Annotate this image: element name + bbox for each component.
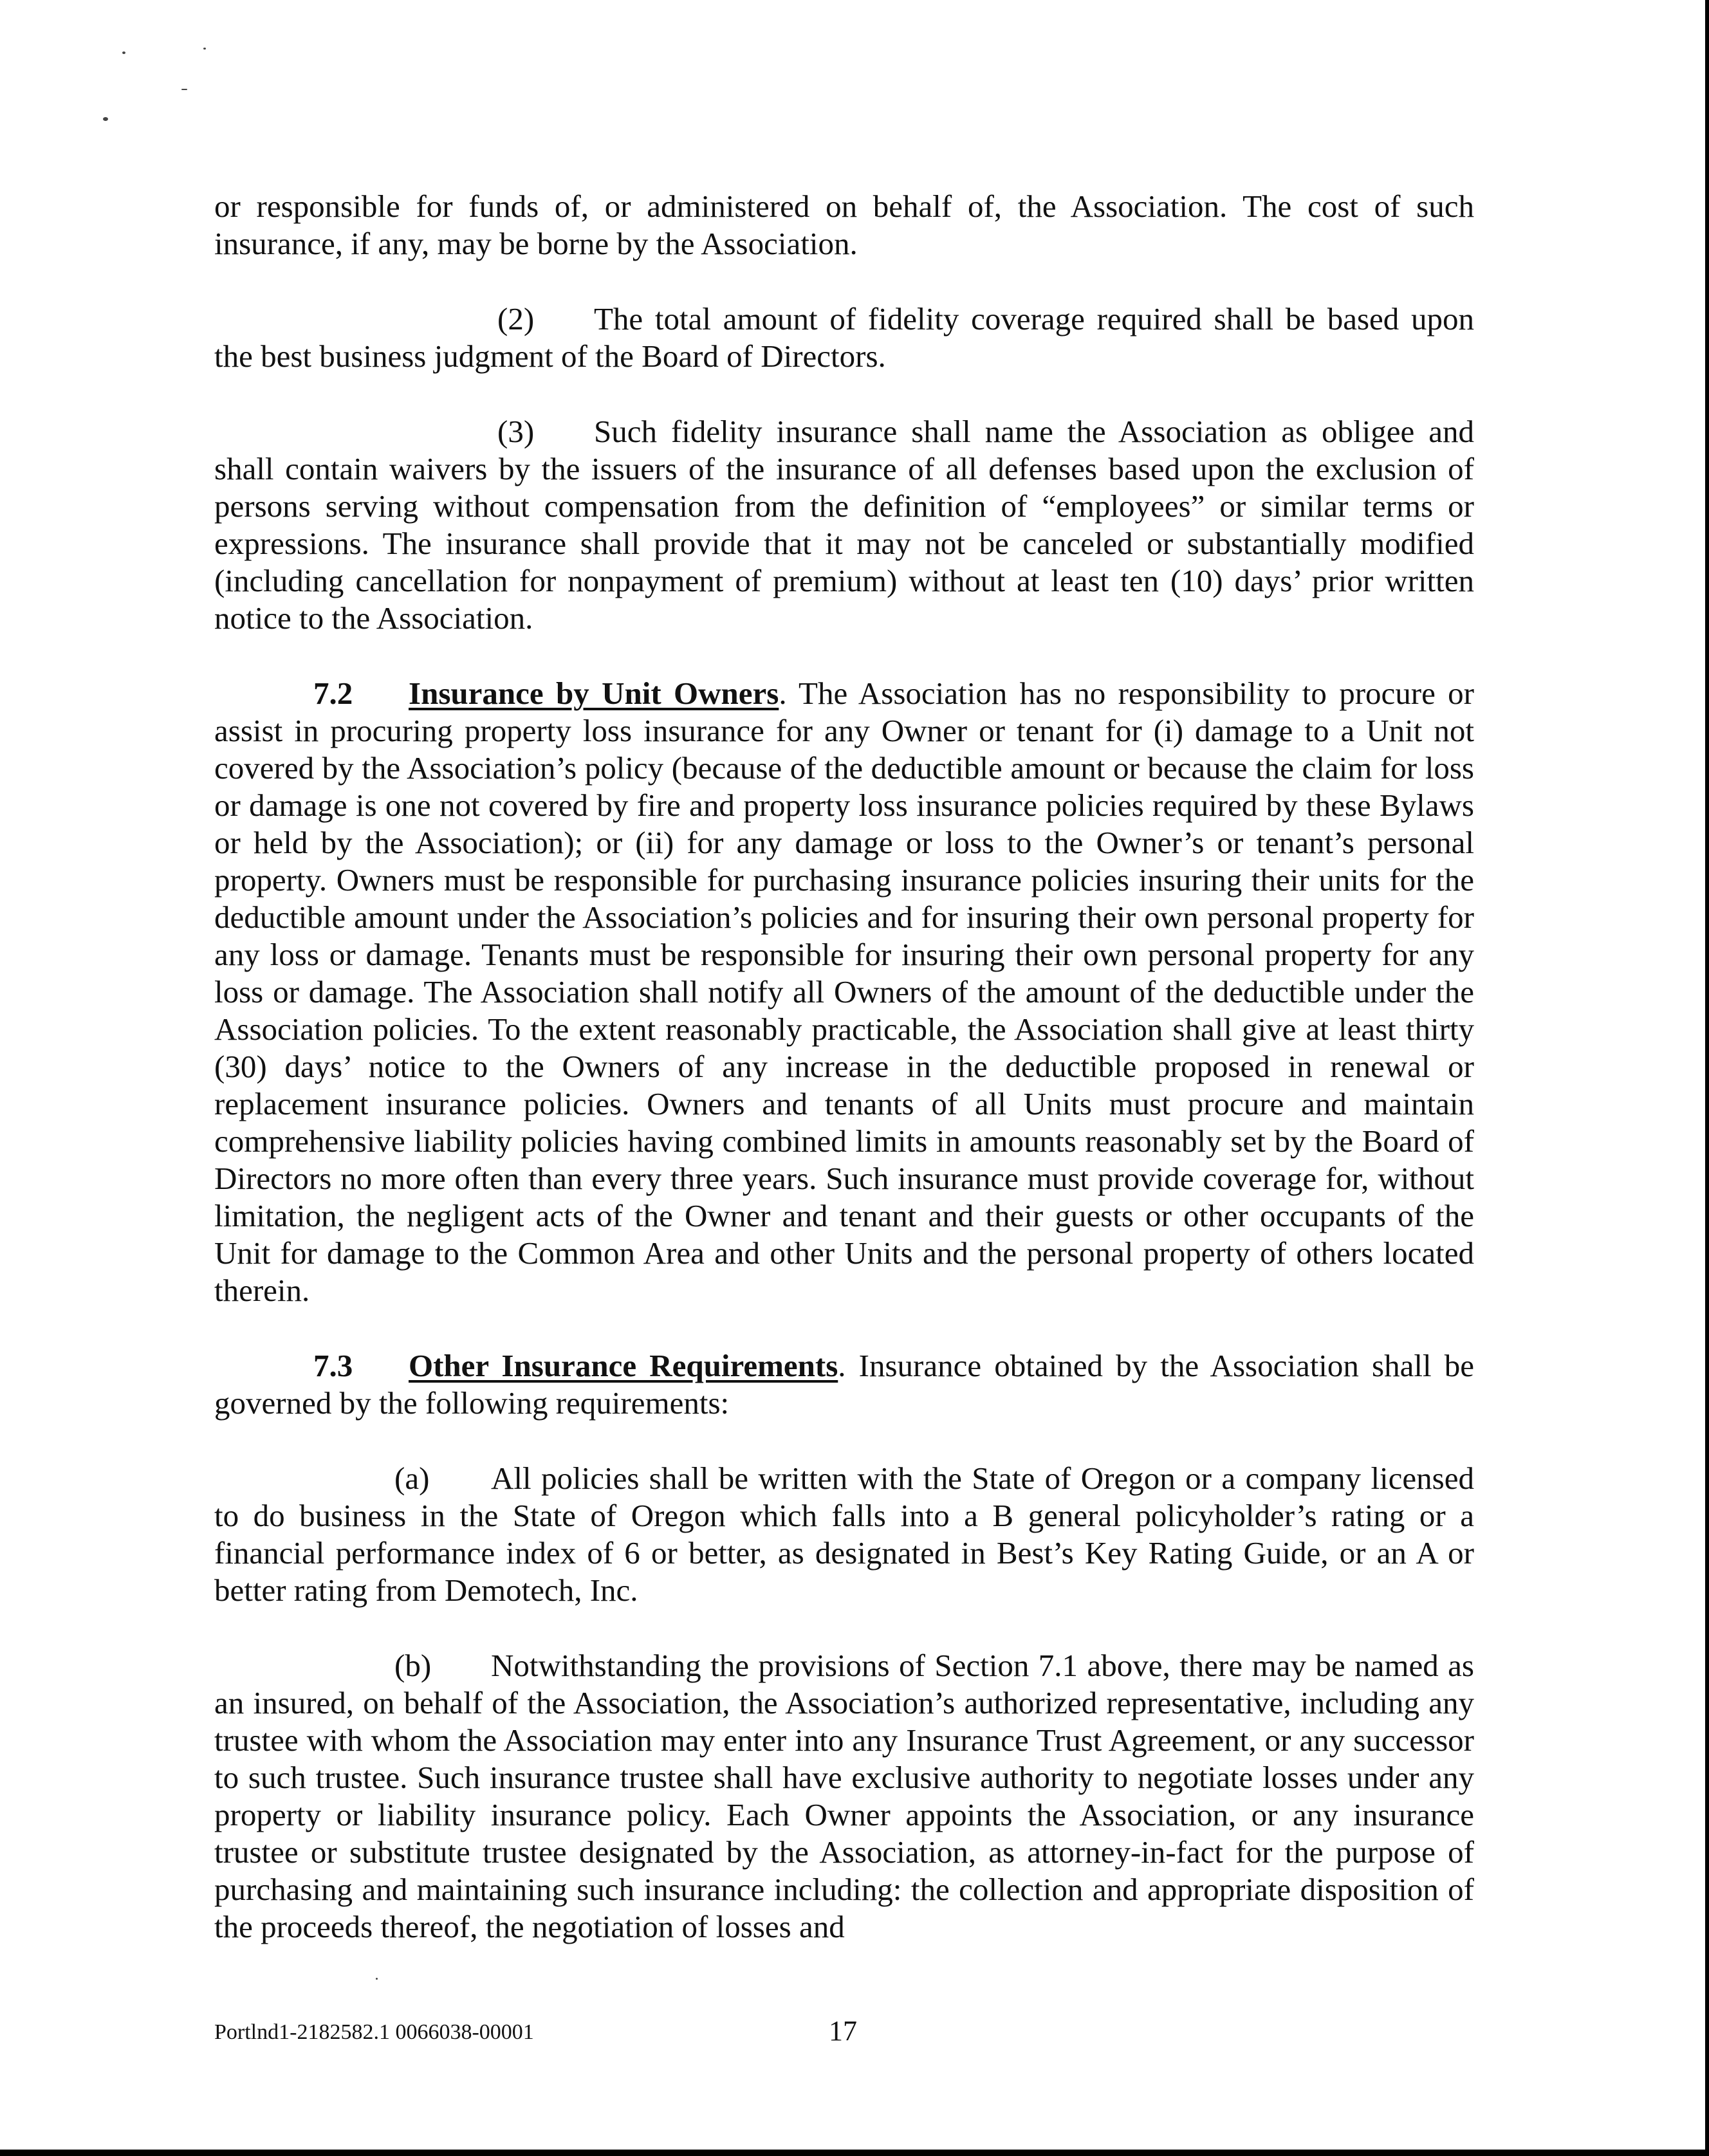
section-7-3 [214, 1347, 1474, 1422]
paragraph-subsection-b [214, 1647, 1474, 1946]
paragraph-text: . The Association has no responsibility to procure or assist in procuring property loss insurance for any Owner or tenant for (i) damage to a Unit not covered by the Association’s policy (because of the deductible amount or because the claim for loss or damage is one not covered by fire and property loss insurance policies required by these Bylaws or held by the Association); or (ii) for any damage or loss to the Owner’s or tenant’s personal property. Owners must be responsible for purchasing insurance policies insuring their units for the deductible amount under the Association’s policies and for insuring their own personal property for any loss or damage. Tenants must be responsible for insuring their own personal property for any loss or damage. The Association shall notify all Owners of the amount of the deductible under the Association policies. To the extent reasonably practicable, the Association shall give at least thirty (30) days’ notice to the Owners of any increase in the deductible proposed in renewal or replacement insurance policies. Owners and tenants of all Units must procure and maintain comprehensive liability policies having combined limits in amounts reasonably set by the Board of Directors no more often than every three years. Such insurance must provide coverage for, without limitation, the negligent acts of the Owner and tenant and their guests or other occupants of the Unit for damage to the Common Area and other Units and the personal property of others located therein. [214, 676, 1474, 1308]
paragraph-text: Notwithstanding the provisions of Section 7.1 above, there may be named as an insured, on behalf of the Association, the Association’s authorized representative, including any trustee with whom the Association may enter into any Insurance Trust Agreement, or any successor to such trustee. Such insurance trustee shall have exclusive authority to negotiate losses under any property or liability insurance policy. Each Owner appoints the Association, or any insurance trustee or substitute trustee designated by the Association, as attorney-in-fact for the purpose of purchasing and maintaining such insurance including: the collection and appropriate disposition of the proceeds thereof, the negotiation of losses and [214, 1648, 1474, 1944]
footer-document-id: Portlnd1-2182582.1 0066038-00001 [214, 2020, 534, 2044]
paragraph-continuation [214, 188, 1474, 263]
paragraph-text: . Insurance obtained by the Association shall be governed by the following requirements: [214, 1348, 1474, 1421]
paragraph-subsection-2 [214, 300, 1474, 375]
section-heading: Other Insurance Requirements [409, 1348, 838, 1383]
subsection-number: (3) [497, 414, 535, 449]
subsection-number: (a) [394, 1460, 430, 1496]
footer-page-number: 17 [829, 2015, 857, 2047]
subsection-number: (2) [497, 301, 535, 336]
paragraph-text: Such fidelity insurance shall name the Association as obligee and shall contain waivers by the issuers of the insurance of all defenses based upon the exclusion of persons serving without compensation from the definition of “employees” or similar terms or expressions. The insurance shall provide that it may not be canceled or substantially modified (including cancellation for nonpayment of premium) without at least ten (10) days’ prior written notice to the Association. [214, 414, 1474, 636]
paragraph-text: All policies shall be written with the State of Oregon or a company licensed to do business in the State of Oregon which falls into a B general policyholder’s rating or a financial performance index of 6 or better, as designated in Best’s Key Rating Guide, or an A or better rating from Demotech, Inc. [214, 1460, 1474, 1608]
scan-speck [181, 89, 187, 90]
section-number: 7.2 [313, 676, 353, 711]
paragraph-text: The total amount of fidelity coverage required shall be based upon the best business judgment of the Board of Directors. [214, 301, 1474, 374]
subsection-number: (b) [394, 1648, 432, 1683]
paragraph-subsection-3 [214, 413, 1474, 637]
scan-speck [103, 117, 108, 121]
section-heading: Insurance by Unit Owners [409, 676, 779, 711]
document-body [214, 188, 1474, 1984]
paragraph-subsection-a [214, 1460, 1474, 1609]
scan-speck [122, 51, 125, 54]
section-number: 7.3 [313, 1348, 353, 1383]
section-7-2 [214, 675, 1474, 1309]
scan-speck [203, 48, 206, 50]
paragraph-text: or responsible for funds of, or administered on behalf of, the Association. The cost of such insurance, if any, may be borne by the Association. [214, 189, 1474, 261]
